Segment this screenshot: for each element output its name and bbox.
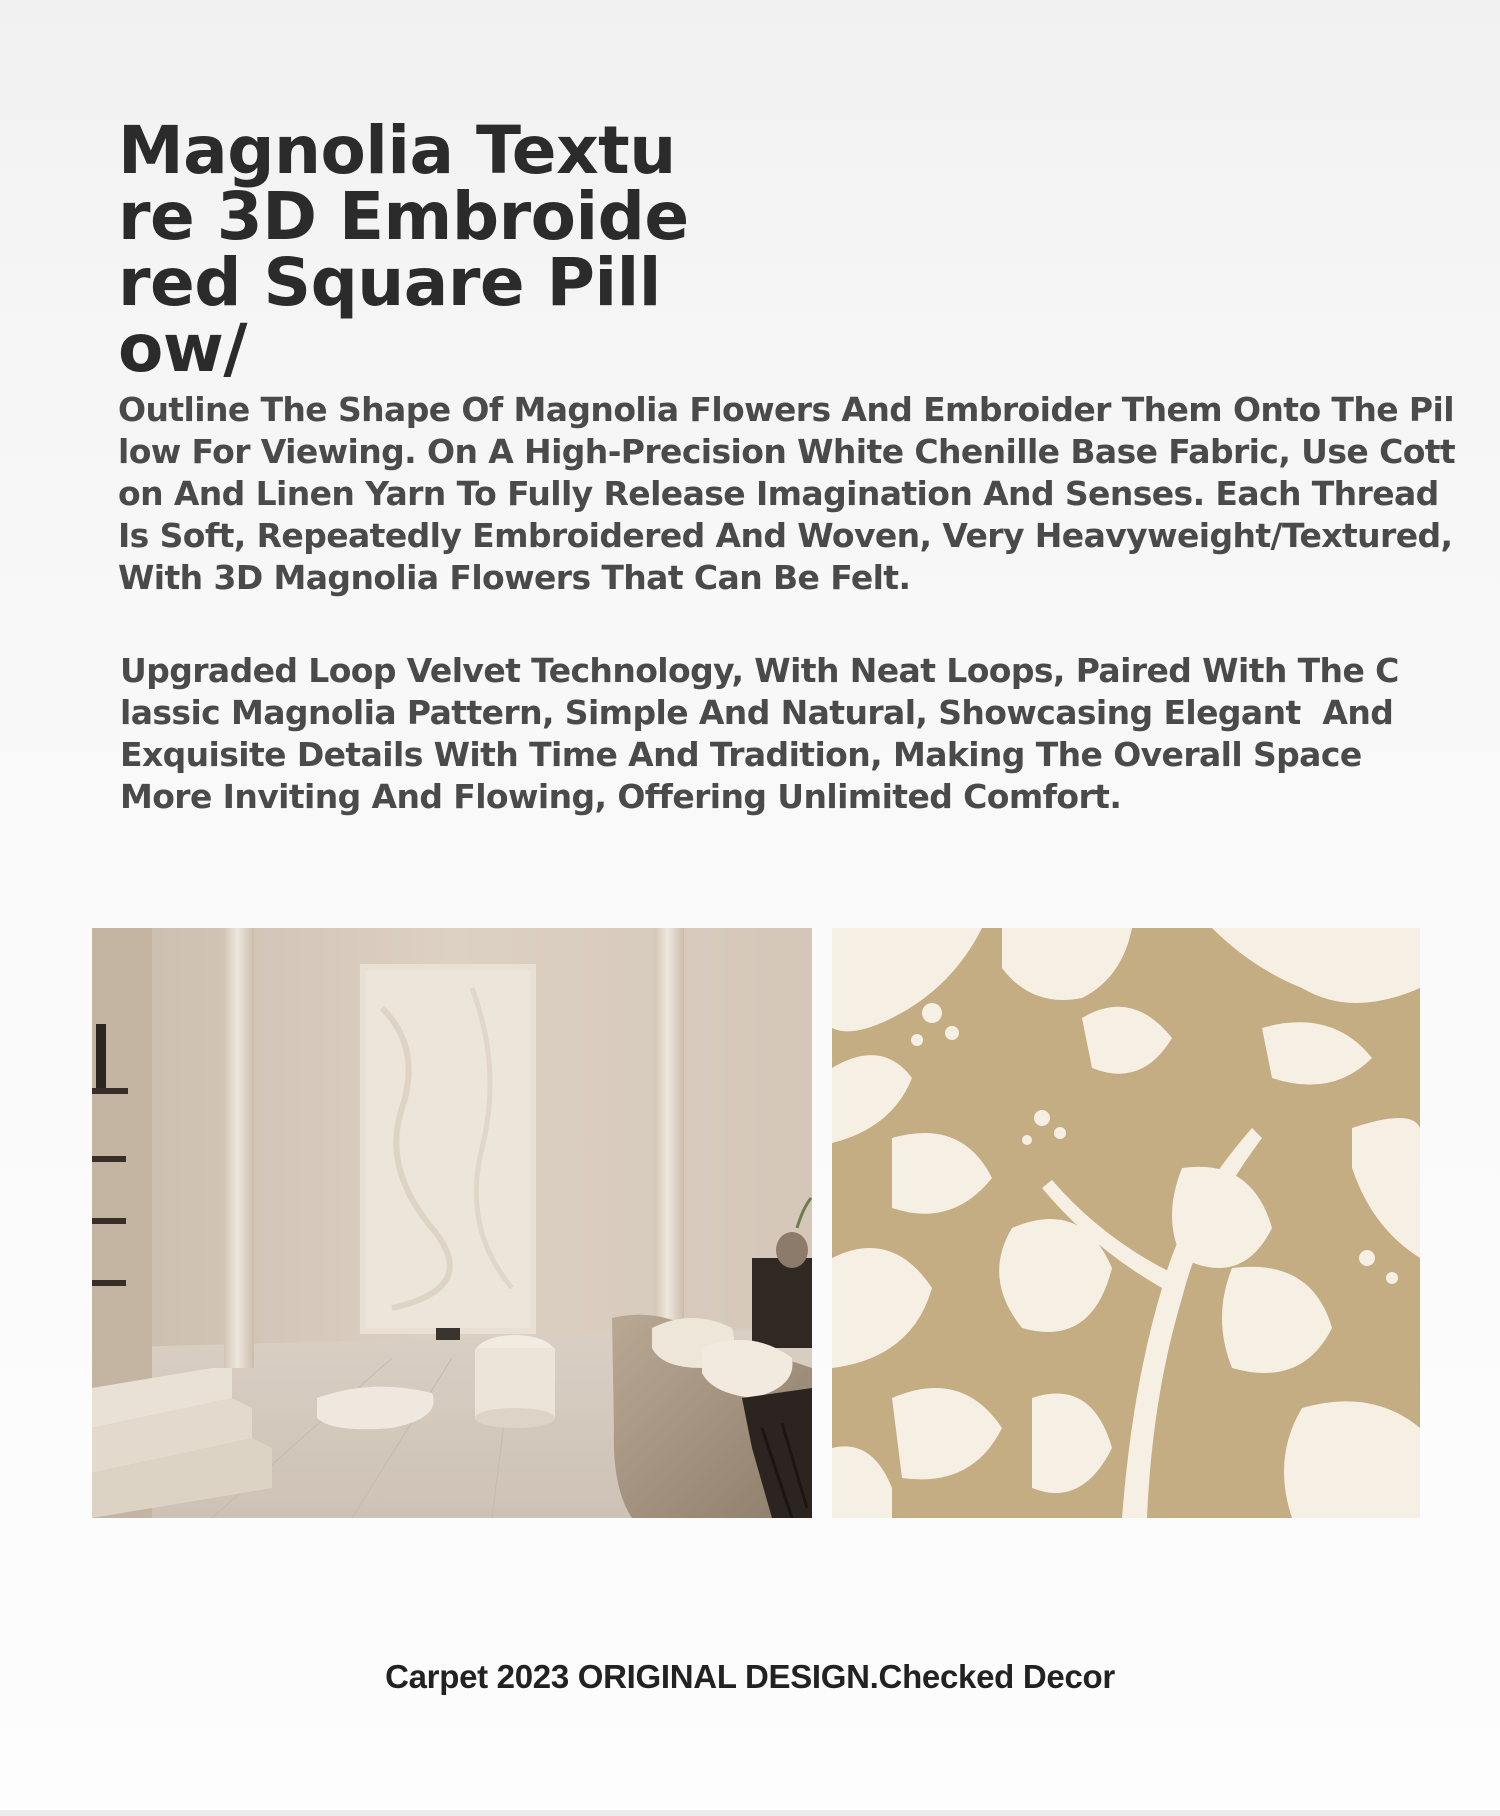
- product-description-velvet: Upgraded Loop Velvet Technology, With Neat Loops, Paired With The Classic Magnolia Pattern, Simple And Natural, Showcasing Elegant And Exquisite Details With Time And Tradition, Making The Overall Space More Inviting And Flowing, Offering Unlimited Comfort.: [120, 651, 1405, 816]
- interior-room-illustration: [92, 928, 812, 1518]
- product-title: Magnolia Texture 3D Embroidered Square Pillow/: [118, 112, 689, 387]
- page-bottom-divider: [0, 1810, 1500, 1816]
- interior-room-photo: [92, 928, 812, 1518]
- magnolia-pattern-swatch: [832, 928, 1420, 1518]
- brand-footer-text: Carpet 2023 ORIGINAL DESIGN.Checked Decor: [385, 1658, 1115, 1695]
- product-description-texture: Outline The Shape Of Magnolia Flowers And Embroider Them Onto The Pillow For Viewing. On A High-Precision White Chenille Base Fabric, Use Cotton And Linen Yarn To Fully Release Imagination And Senses. Each Thread Is Soft, Repeatedly Embroidered And Woven, Very Heavyweight/Textured, With 3D Magnolia Flowers That Can Be Felt.: [118, 390, 1464, 597]
- magnolia-pattern-illustration: [832, 928, 1420, 1518]
